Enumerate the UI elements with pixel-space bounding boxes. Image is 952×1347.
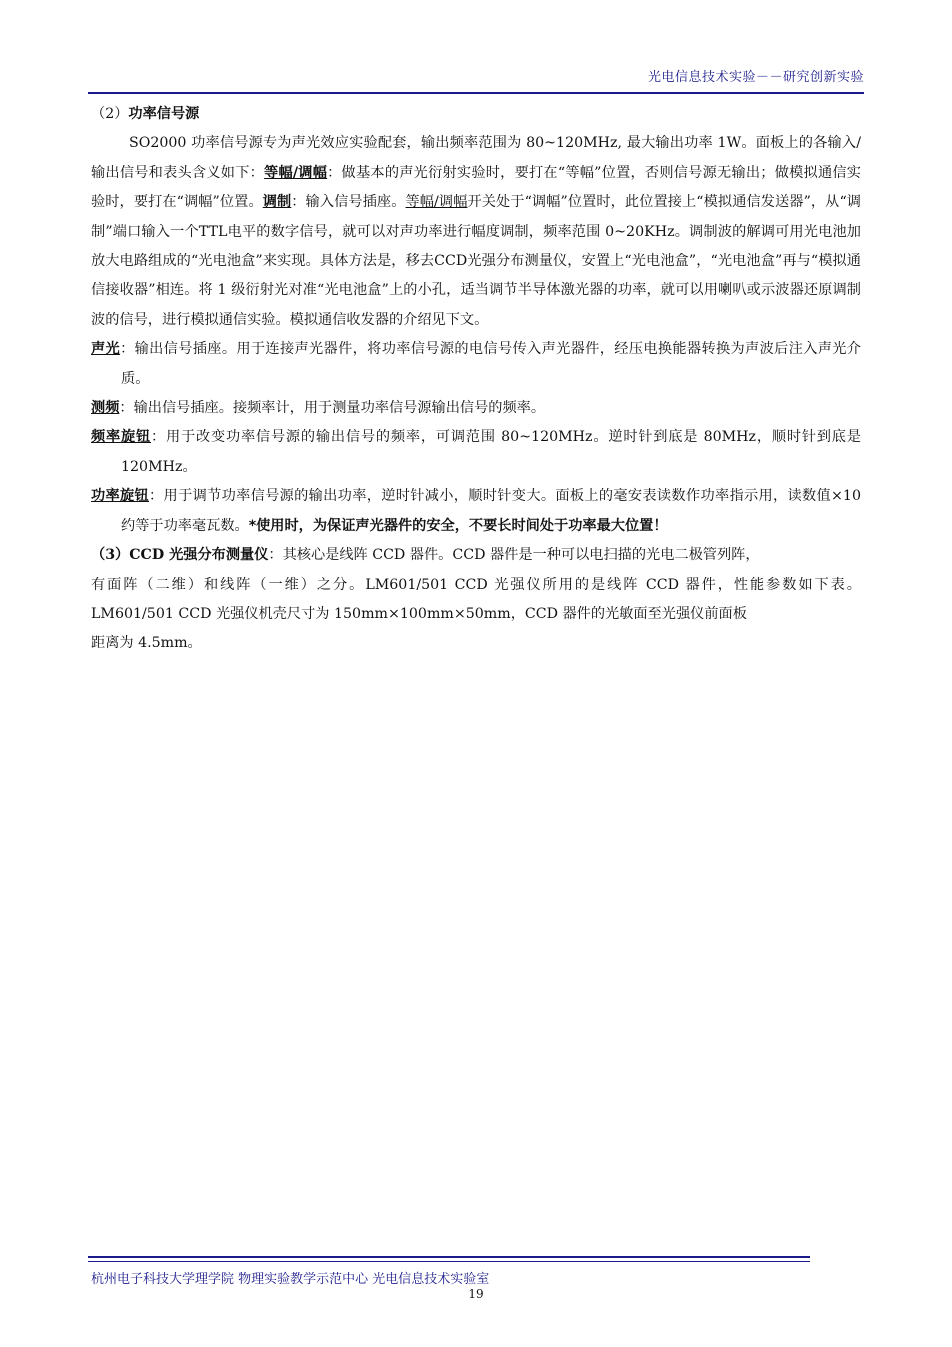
section-3-first-line [91,541,861,570]
item-term: 声光 [91,341,121,358]
footer-rule-thick [88,1256,810,1258]
footer-rule-thin [88,1261,810,1262]
item-text: ：用于改变功率信号源的输出信号的频率，可调范围 80~120MHz。逆时针到底是 80MHz，顺时针到底是 120MHz。 [121,429,861,475]
term-modulation: 调制 [262,194,292,211]
item-term: 测频 [91,400,120,417]
item-frequency-knob [91,423,861,482]
section-3-text-1: ：其核心是线阵 CCD 器件。CCD 器件是一种可以电扫描的光电二极管列阵， [268,547,760,564]
safety-warning: *使用时，为保证声光器件的安全，不要长时间处于功率最大位置！ [248,517,668,534]
section-3-heading: （3）CCD 光强分布测量仪 [91,547,269,564]
item-acousto-optic-output [91,335,861,394]
intro-text-2: ：做基本的声光衍射实验时，要打在“等幅”位置，否则信号源无输出；做模拟通信实验时，要打在“调幅”位置。 [91,164,861,211]
header-rule [88,92,864,94]
intro-text-1: SO2000 功率信号源专为声光效应实验配套，输出频率范围为 80~120MHz, 最大输出功率 1W。面板上的各输入/输出信号和表头含义如下： [91,135,861,181]
page-body [91,100,861,659]
section-3-wrapped-text: 有面阵（二维）和线阵（一维）之分。LM601/501 CCD 光强仪所用的是线阵 CCD 器件，性能参数如下表。LM601/501 CCD 光强仪机壳尺寸为 150mm×100mm×50mm，CCD 器件的光敏面至光强仪前面板 [91,576,861,622]
page-number: 19 [468,1287,484,1301]
section-2-title: 功率信号源 [128,106,200,122]
term-amplitude-mode: 等幅/调幅 [264,164,328,181]
item-text: ：输出信号插座。接频率计，用于测量功率信号源输出信号的频率。 [119,400,546,417]
item-term: 频率旋钮 [91,429,151,446]
section-3-block [91,541,861,659]
term-amplitude-switch: 等幅/调幅 [405,194,468,211]
item-text: ：输出信号插座。用于连接声光器件，将功率信号源的电信号传入声光器件，经压电换能器转换为声波后注入声光介质。 [120,341,861,387]
intro-text-4: 开关处于“调幅”位置时，此位置接上“模拟通信发送器”，从“调制”端口输入一个TTL电平的数字信号，就可以对声功率进行幅度调制，频率范围 0~20KHz。调制波的解调可用光电池加放大电路组成的“光电池盒”来实现。具体方法是，移去CCD光强分布测量仪，安置上“光电池盒”，“光电池盒”再与“模拟通信接收器”相连。将 1 级衍射光对准“光电池盒”上的小孔，适当调节半导体激光器的功率，就可以用喇叭或示波器还原调制波的信号，进行模拟通信实验。模拟通信收发器的介绍见下文。 [91,194,861,328]
item-text: ：用于调节功率信号源的输出功率，逆时针减小，顺时针变大。面板上的毫安表读数作功率指示用，读数值×10 约等于功率毫瓦数。 [121,488,861,534]
section-3-text-end: 距离为 4.5mm。 [91,635,202,652]
section-2-intro-paragraph [91,129,861,335]
section-2-heading [91,100,861,129]
item-term: 功率旋钮 [91,488,150,505]
intro-text-3: ：输入信号插座。 [291,194,406,211]
running-header: 光电信息技术实验－－研究创新实验 [647,70,864,85]
item-power-knob [91,482,861,541]
footer-institution: 杭州电子科技大学理学院 物理实验教学示范中心 光电信息技术实验室 [91,1272,490,1287]
section-2-number: （2） [91,106,129,122]
item-frequency-measure [91,394,861,423]
